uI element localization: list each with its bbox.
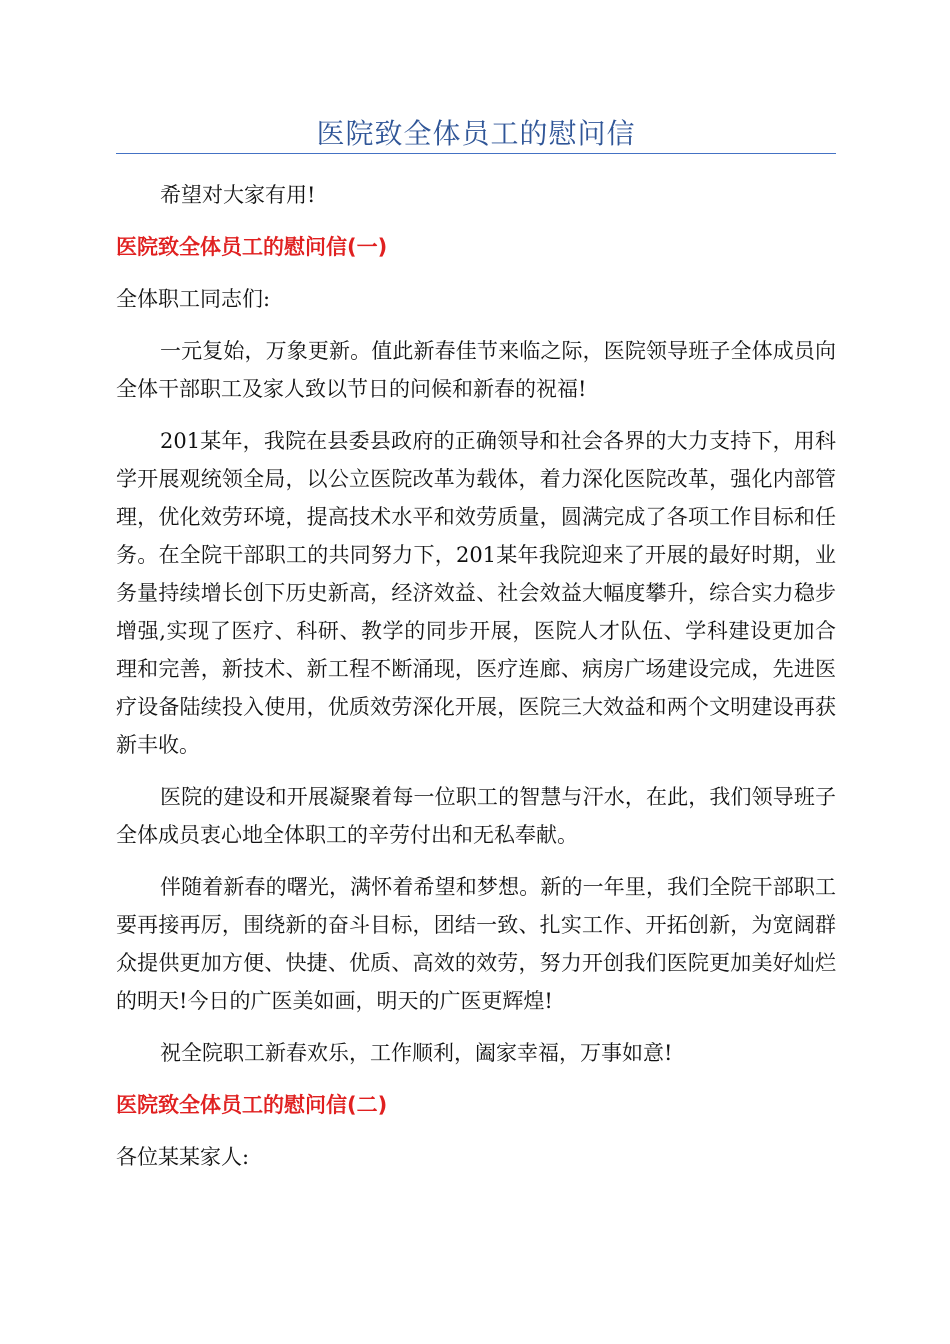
greeting-2: 各位某某家人: xyxy=(116,1145,250,1169)
paragraph: 伴随着新春的曙光，满怀着希望和梦想。新的一年里，我们全院干部职工要再接再厉，围绕新的奋斗目标，团结一致、扎实工作、开拓创新，为宽阔群众提供更加方便、快捷、优质、高效的效劳，努力开创我们医院更加美好灿烂的明天!今日的广医美如画，明天的广医更辉煌! xyxy=(116,875,836,1013)
title-underline xyxy=(116,153,836,154)
section-heading-1: 医院致全体员工的慰问信(一) xyxy=(116,235,388,259)
greeting-1: 全体职工同志们: xyxy=(116,287,271,311)
paragraph: 医院的建设和开展凝聚着每一位职工的智慧与汗水，在此，我们领导班子全体成员衷心地全体职工的辛劳付出和无私奉献。 xyxy=(116,785,836,847)
document-title: 医院致全体员工的慰问信 xyxy=(316,117,636,150)
paragraph: 一元复始，万象更新。值此新春佳节来临之际，医院领导班子全体成员向全体干部职工及家人致以节日的问候和新春的祝福! xyxy=(116,339,836,401)
paragraph: 祝全院职工新春欢乐，工作顺利，阖家幸福，万事如意! xyxy=(160,1041,673,1065)
paragraph: 201某年，我院在县委县政府的正确领导和社会各界的大力支持下，用科学开展观统领全局，以公立医院改革为载体，着力深化医院改革，强化内部管理，优化效劳环境，提高技术水平和效劳质量，圆满完成了各项工作目标和任务。在全院干部职工的共同努力下，201某年我院迎来了开展的最好时期，业务量持续增长创下历史新高，经济效益、社会效益大幅度攀升，综合实力稳步增强,实现了医疗、科研、教学的同步开展，医院人才队伍、学科建设更加合理和完善，新技术、新工程不断涌现，医疗连廊、病房广场建设完成，先进医疗设备陆续投入使用，优质效劳深化开展，医院三大效益和两个文明建设再获新丰收。 xyxy=(116,429,836,757)
section-heading-2: 医院致全体员工的慰问信(二) xyxy=(116,1093,388,1117)
document-body xyxy=(116,176,836,1190)
intro-text: 希望对大家有用! xyxy=(160,183,316,207)
